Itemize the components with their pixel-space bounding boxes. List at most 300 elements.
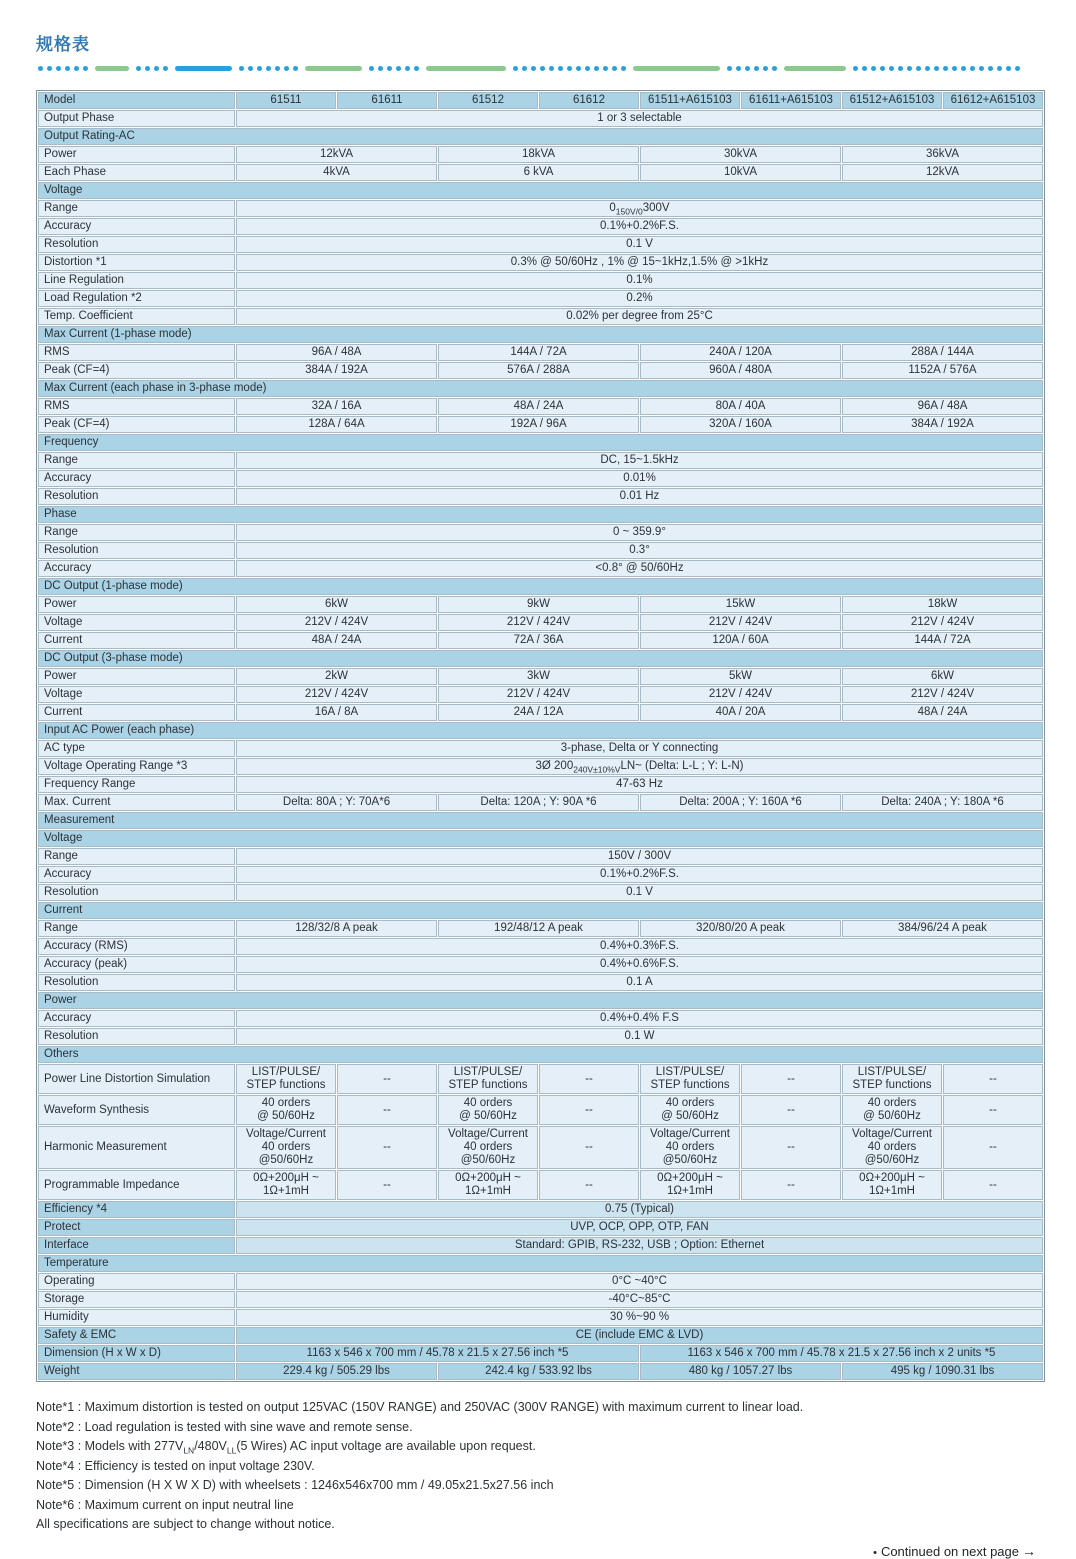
cell-value: 0°C ~40°C	[236, 1273, 1043, 1290]
cell-value: --	[539, 1095, 639, 1125]
notes	[36, 1398, 831, 1535]
section-row	[38, 434, 1043, 451]
table-row	[38, 1345, 1043, 1362]
dot-icon	[83, 66, 88, 71]
section-title: Temperature	[38, 1255, 1043, 1272]
table-row	[38, 758, 1043, 775]
dot-icon	[558, 66, 563, 71]
cell-value: 0.75 (Typical)	[236, 1201, 1043, 1218]
cell-value: 61511+A615103	[640, 92, 740, 109]
dot-icon	[576, 66, 581, 71]
table-row	[38, 920, 1043, 937]
table-row	[38, 1363, 1043, 1380]
continued-label: Continued on next page	[880, 1543, 1019, 1559]
section-title: DC Output (3-phase mode)	[38, 650, 1043, 667]
cell-value: 48A / 24A	[438, 398, 639, 415]
table-row	[38, 1219, 1043, 1236]
table-row	[38, 290, 1043, 307]
cell-value: 24A / 12A	[438, 704, 639, 721]
cell-value: 144A / 72A	[438, 344, 639, 361]
cell-value: 40 orders @ 50/60Hz	[842, 1095, 942, 1125]
divider-dots	[853, 66, 1020, 71]
cell-value: Voltage/Current 40 orders @50/60Hz	[236, 1126, 336, 1169]
divider-dots	[38, 66, 88, 71]
cell-value: 61512	[438, 92, 538, 109]
cell-value: --	[943, 1064, 1043, 1094]
arrow-right-icon: →	[1022, 1542, 1036, 1559]
dot-icon	[154, 66, 159, 71]
decorative-divider	[38, 65, 1038, 72]
cell-value: 18kW	[842, 596, 1043, 613]
cell-value: 96A / 48A	[236, 344, 437, 361]
row-label: RMS	[38, 344, 235, 361]
spec-table	[36, 90, 1045, 1382]
section-row	[38, 326, 1043, 343]
cell-value: 0.4%+0.6%F.S.	[236, 956, 1043, 973]
row-label: Weight	[38, 1363, 235, 1380]
table-row	[38, 1327, 1043, 1344]
cell-value: 0.1 V	[236, 884, 1043, 901]
table-row	[38, 146, 1043, 163]
dot-icon	[961, 66, 966, 71]
dot-icon	[585, 66, 590, 71]
section-row	[38, 1046, 1043, 1063]
dot-icon	[736, 66, 741, 71]
dot-icon	[862, 66, 867, 71]
cell-value: 40A / 20A	[640, 704, 841, 721]
cell-value: 0.02% per degree from 25°C	[236, 308, 1043, 325]
section-title: Input AC Power (each phase)	[38, 722, 1043, 739]
table-row	[38, 1201, 1043, 1218]
dot-icon	[1015, 66, 1020, 71]
row-label: Current	[38, 704, 235, 721]
dot-icon	[522, 66, 527, 71]
cell-value: 36kVA	[842, 146, 1043, 163]
row-label: Power	[38, 596, 235, 613]
cell-value: 12kVA	[236, 146, 437, 163]
row-label: Waveform Synthesis	[38, 1095, 235, 1125]
table-row	[38, 164, 1043, 181]
cell-value: 61511	[236, 92, 336, 109]
section-title: Voltage	[38, 830, 1043, 847]
row-label: Resolution	[38, 236, 235, 253]
row-label: Range	[38, 200, 235, 217]
row-label: Resolution	[38, 488, 235, 505]
dot-icon	[594, 66, 599, 71]
row-label: Efficiency *4	[38, 1201, 235, 1218]
cell-value: --	[943, 1170, 1043, 1200]
row-label: Humidity	[38, 1309, 235, 1326]
table-row	[38, 704, 1043, 721]
table-row	[38, 1126, 1043, 1169]
cell-value: 40 orders @ 50/60Hz	[236, 1095, 336, 1125]
cell-value: 9kW	[438, 596, 639, 613]
cell-value: 6kW	[236, 596, 437, 613]
cell-value: CE (include EMC & LVD)	[236, 1327, 1043, 1344]
table-row	[38, 200, 1043, 217]
row-label: Voltage Operating Range *3	[38, 758, 235, 775]
row-label: Range	[38, 452, 235, 469]
cell-value: 61512+A615103	[842, 92, 942, 109]
cell-value: --	[337, 1095, 437, 1125]
cell-value: 229.4 kg / 505.29 lbs	[236, 1363, 437, 1380]
cell-value: 47-63 Hz	[236, 776, 1043, 793]
cell-value: 96A / 48A	[842, 398, 1043, 415]
cell-value: 0.1%+0.2%F.S.	[236, 218, 1043, 235]
cell-value: 12kVA	[842, 164, 1043, 181]
cell-value: 144A / 72A	[842, 632, 1043, 649]
green-dash-icon	[784, 66, 846, 71]
row-label: Accuracy	[38, 218, 235, 235]
cell-value: 15kW	[640, 596, 841, 613]
row-label: AC type	[38, 740, 235, 757]
cell-value: 10kVA	[640, 164, 841, 181]
table-row	[38, 344, 1043, 361]
dot-icon	[387, 66, 392, 71]
dot-icon	[567, 66, 572, 71]
cell-value: 240A / 120A	[640, 344, 841, 361]
table-row	[38, 110, 1043, 127]
table-row	[38, 362, 1043, 379]
divider-dots	[513, 66, 626, 71]
table-row	[38, 1170, 1043, 1200]
row-label: Resolution	[38, 884, 235, 901]
cell-value: 320/80/20 A peak	[640, 920, 841, 937]
dot-icon	[772, 66, 777, 71]
cell-value: 0.1%	[236, 272, 1043, 289]
cell-value: 576A / 288A	[438, 362, 639, 379]
row-label: Accuracy	[38, 470, 235, 487]
row-label: Accuracy	[38, 1010, 235, 1027]
green-dash-icon	[305, 66, 362, 71]
cell-value: --	[337, 1064, 437, 1094]
dot-icon	[531, 66, 536, 71]
section-row	[38, 578, 1043, 595]
table-row	[38, 596, 1043, 613]
cell-value: 61612	[539, 92, 639, 109]
table-row	[38, 938, 1043, 955]
cell-value: --	[741, 1170, 841, 1200]
table-row	[38, 1273, 1043, 1290]
dot-icon	[853, 66, 858, 71]
row-label: Accuracy	[38, 560, 235, 577]
cell-value: 0.3°	[236, 542, 1043, 559]
divider-dots	[136, 66, 168, 71]
cell-value: LIST/PULSE/ STEP functions	[236, 1064, 336, 1094]
row-label: Operating	[38, 1273, 235, 1290]
table-row	[38, 740, 1043, 757]
cell-value: 480 kg / 1057.27 lbs	[640, 1363, 841, 1380]
section-row	[38, 722, 1043, 739]
section-title: Phase	[38, 506, 1043, 523]
dot-icon	[880, 66, 885, 71]
green-dash-icon	[426, 66, 506, 71]
cell-value: 495 kg / 1090.31 lbs	[842, 1363, 1043, 1380]
dot-icon	[378, 66, 383, 71]
table-row	[38, 1237, 1043, 1254]
cell-value: Delta: 240A ; Y: 180A *6	[842, 794, 1043, 811]
cell-value: 128/32/8 A peak	[236, 920, 437, 937]
table-row	[38, 974, 1043, 991]
cell-value: 0.4%+0.3%F.S.	[236, 938, 1043, 955]
table-row	[38, 416, 1043, 433]
dot-icon	[549, 66, 554, 71]
table-row	[38, 488, 1043, 505]
table-row	[38, 236, 1043, 253]
cell-value: 0.1 A	[236, 974, 1043, 991]
footer-continued	[36, 1543, 1036, 1559]
cell-value: 0.01 Hz	[236, 488, 1043, 505]
cell-value: Standard: GPIB, RS-232, USB ; Option: Ethernet	[236, 1237, 1043, 1254]
row-label: Each Phase	[38, 164, 235, 181]
dot-icon	[621, 66, 626, 71]
dot-icon	[275, 66, 280, 71]
table-row	[38, 542, 1043, 559]
dot-icon	[257, 66, 262, 71]
cell-value: 3Ø $200_{240V\pm 10\%V}LN\sim$ (Delta: L-L ; Y: L-N)	[236, 758, 1043, 775]
dot-icon	[239, 66, 244, 71]
section-row	[38, 830, 1043, 847]
dot-icon	[898, 66, 903, 71]
row-label: Load Regulation *2	[38, 290, 235, 307]
section-title: Power	[38, 992, 1043, 1009]
row-label: Programmable Impedance	[38, 1170, 235, 1200]
cell-value: Voltage/Current 40 orders @50/60Hz	[438, 1126, 538, 1169]
dot-icon	[136, 66, 141, 71]
section-title: Others	[38, 1046, 1043, 1063]
section-row	[38, 128, 1043, 145]
section-title: Measurement	[38, 812, 1043, 829]
table-row	[38, 1095, 1043, 1125]
table-row	[38, 632, 1043, 649]
cell-value: 30kVA	[640, 146, 841, 163]
table-row	[38, 218, 1043, 235]
dot-icon	[293, 66, 298, 71]
row-label: Power	[38, 146, 235, 163]
cell-value: 3-phase, Delta or Y connecting	[236, 740, 1043, 757]
cell-value: 0.1 W	[236, 1028, 1043, 1045]
cell-value: 0.3% @ 50/60Hz , 1% @ 15~1kHz,1.5% @ >1kHz	[236, 254, 1043, 271]
cell-value: DC, 15~1.5kHz	[236, 452, 1043, 469]
table-row	[38, 1028, 1043, 1045]
row-label: Power	[38, 668, 235, 685]
cell-value: $0_{150V/0}300V$	[236, 200, 1043, 217]
table-row	[38, 776, 1043, 793]
cell-value: 212V / 424V	[842, 614, 1043, 631]
cell-value: Voltage/Current 40 orders @50/60Hz	[842, 1126, 942, 1169]
cell-value: 212V / 424V	[236, 614, 437, 631]
cell-value: 0.1 V	[236, 236, 1043, 253]
table-row	[38, 452, 1043, 469]
cell-value: 4kVA	[236, 164, 437, 181]
cell-value: --	[741, 1095, 841, 1125]
dot-icon	[405, 66, 410, 71]
cell-value: 1163 x 546 x 700 mm / 45.78 x 21.5 x 27.56 inch x 2 units *5	[640, 1345, 1043, 1362]
table-row	[38, 1010, 1043, 1027]
dot-icon	[871, 66, 876, 71]
cell-value: --	[337, 1126, 437, 1169]
dot-icon	[934, 66, 939, 71]
cell-value: 212V / 424V	[438, 686, 639, 703]
cell-value: Delta: 80A ; Y: 70A*6	[236, 794, 437, 811]
dot-icon	[754, 66, 759, 71]
table-row	[38, 884, 1043, 901]
cell-value: 0Ω+200μH ~ 1Ω+1mH	[438, 1170, 538, 1200]
table-row	[38, 956, 1043, 973]
cell-value: 18kVA	[438, 146, 639, 163]
cell-value: --	[943, 1095, 1043, 1125]
row-label: Temp. Coefficient	[38, 308, 235, 325]
cell-value: --	[741, 1064, 841, 1094]
dot-icon	[74, 66, 79, 71]
section-title: Current	[38, 902, 1043, 919]
row-label: Power Line Distortion Simulation	[38, 1064, 235, 1094]
note-line: Note*6 : Maximum current on input neutral line	[36, 1497, 294, 1512]
cell-value: --	[337, 1170, 437, 1200]
cell-value: UVP, OCP, OPP, OTP, FAN	[236, 1219, 1043, 1236]
section-row	[38, 1255, 1043, 1272]
dot-icon	[145, 66, 150, 71]
row-label: Distortion *1	[38, 254, 235, 271]
row-label: Accuracy (RMS)	[38, 938, 235, 955]
cell-value: Delta: 120A ; Y: 90A *6	[438, 794, 639, 811]
table-row	[38, 470, 1043, 487]
table-row	[38, 1291, 1043, 1308]
note-line: All specifications are subject to change without notice.	[36, 1517, 335, 1531]
dot-icon	[943, 66, 948, 71]
dot-icon	[763, 66, 768, 71]
section-row	[38, 812, 1043, 829]
row-label: Peak (CF=4)	[38, 362, 235, 379]
divider-dots	[369, 66, 419, 71]
dot-icon	[925, 66, 930, 71]
table-row	[38, 1309, 1043, 1326]
dot-icon	[997, 66, 1002, 71]
cell-value: 61612+A615103	[943, 92, 1043, 109]
cell-value: 40 orders @ 50/60Hz	[640, 1095, 740, 1125]
cell-value: 5kW	[640, 668, 841, 685]
table-row	[38, 686, 1043, 703]
cell-value: 288A / 144A	[842, 344, 1043, 361]
cell-value: 128A / 64A	[236, 416, 437, 433]
row-label: Range	[38, 920, 235, 937]
cell-value: 212V / 424V	[842, 686, 1043, 703]
dot-icon	[369, 66, 374, 71]
dot-icon	[970, 66, 975, 71]
cell-value: 0.2%	[236, 290, 1043, 307]
row-label: Accuracy (peak)	[38, 956, 235, 973]
note-line: Note*2 : Load regulation is tested with sine wave and remote sense.	[36, 1419, 413, 1434]
row-label: Model	[38, 92, 235, 109]
section-title: Max Current (1-phase mode)	[38, 326, 1043, 343]
dot-icon	[414, 66, 419, 71]
row-label: Peak (CF=4)	[38, 416, 235, 433]
cell-value: 16A / 8A	[236, 704, 437, 721]
cell-value: 30 %~90 %	[236, 1309, 1043, 1326]
cell-value: 212V / 424V	[640, 686, 841, 703]
table-row	[38, 308, 1043, 325]
cell-value: 212V / 424V	[236, 686, 437, 703]
cell-value: 2kW	[236, 668, 437, 685]
dot-icon	[952, 66, 957, 71]
cell-value: 1152A / 576A	[842, 362, 1043, 379]
divider-dots	[239, 66, 298, 71]
dot-icon	[47, 66, 52, 71]
section-row	[38, 650, 1043, 667]
dot-icon	[248, 66, 253, 71]
section-title: Frequency	[38, 434, 1043, 451]
table-row	[38, 398, 1043, 415]
dot-icon	[163, 66, 168, 71]
table-row	[38, 866, 1043, 883]
section-row	[38, 902, 1043, 919]
cell-value: 48A / 24A	[236, 632, 437, 649]
table-row	[38, 794, 1043, 811]
row-label: Harmonic Measurement	[38, 1126, 235, 1169]
dot-icon	[979, 66, 984, 71]
cell-value: 384A / 192A	[236, 362, 437, 379]
dot-icon	[907, 66, 912, 71]
cell-value: 242.4 kg / 533.92 lbs	[438, 1363, 639, 1380]
cell-value: LIST/PULSE/ STEP functions	[438, 1064, 538, 1094]
dot-icon	[988, 66, 993, 71]
cell-value: 120A / 60A	[640, 632, 841, 649]
table-row	[38, 524, 1043, 541]
note-line: Note*4 : Efficiency is tested on input voltage 230V.	[36, 1458, 315, 1473]
bullet-icon: •	[873, 1546, 877, 1559]
dot-icon	[603, 66, 608, 71]
cell-value: 1163 x 546 x 700 mm / 45.78 x 21.5 x 27.56 inch *5	[236, 1345, 639, 1362]
row-label: Range	[38, 524, 235, 541]
cell-value: Voltage/Current 40 orders @50/60Hz	[640, 1126, 740, 1169]
cell-value: 0Ω+200μH ~ 1Ω+1mH	[640, 1170, 740, 1200]
section-title: Output Rating-AC	[38, 128, 1043, 145]
dot-icon	[745, 66, 750, 71]
table-row	[38, 92, 1043, 109]
cell-value: 0Ω+200μH ~ 1Ω+1mH	[236, 1170, 336, 1200]
dot-icon	[727, 66, 732, 71]
spec-table-body	[38, 92, 1043, 1380]
page-title: 规格表	[36, 35, 90, 54]
row-label: Output Phase	[38, 110, 235, 127]
note-line: Note*5 : Dimension (H X W X D) with wheelsets : 1246x546x700 mm / 49.05x21.5x27.56 inch	[36, 1478, 554, 1492]
dot-icon	[889, 66, 894, 71]
table-row	[38, 848, 1043, 865]
cell-value: 192/48/12 A peak	[438, 920, 639, 937]
divider-dots	[727, 66, 777, 71]
row-label: Range	[38, 848, 235, 865]
table-row	[38, 254, 1043, 271]
cell-value: 3kW	[438, 668, 639, 685]
cell-value: 0.4%+0.4% F.S	[236, 1010, 1043, 1027]
table-row	[38, 272, 1043, 289]
table-row	[38, 1064, 1043, 1094]
row-label: Resolution	[38, 542, 235, 559]
dot-icon	[916, 66, 921, 71]
row-label: RMS	[38, 398, 235, 415]
cell-value: 61611	[337, 92, 437, 109]
row-label: Current	[38, 632, 235, 649]
cell-value: 0Ω+200μH ~ 1Ω+1mH	[842, 1170, 942, 1200]
cell-value: 32A / 16A	[236, 398, 437, 415]
row-label: Safety & EMC	[38, 1327, 235, 1344]
cell-value: --	[539, 1126, 639, 1169]
green-dash-icon	[633, 66, 720, 71]
cell-value: 320A / 160A	[640, 416, 841, 433]
cell-value: 6 kVA	[438, 164, 639, 181]
cell-value: 192A / 96A	[438, 416, 639, 433]
cell-value: 1 or 3 selectable	[236, 110, 1043, 127]
